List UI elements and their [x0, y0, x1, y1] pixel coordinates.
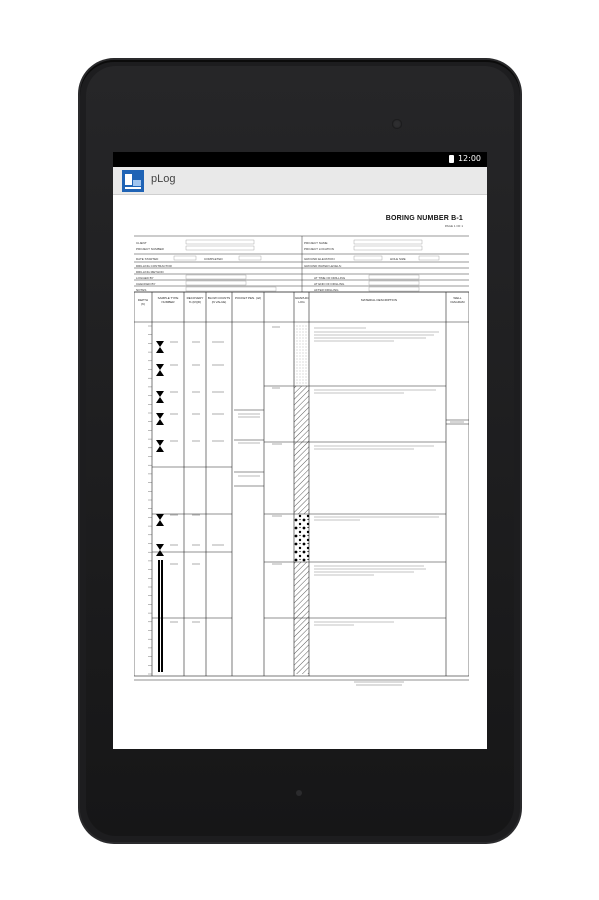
after-drilling-label: AFTER DRILLING — [314, 288, 339, 292]
project-name-label: PROJECT NAME — [304, 241, 328, 245]
graphic-log-column — [294, 324, 309, 674]
app-title: pLog — [151, 173, 176, 185]
col-well-diagram: WELL DIAGRAM — [450, 296, 465, 304]
logged-by-label: LOGGED BY — [136, 276, 154, 280]
description-text-lines — [314, 328, 439, 625]
status-bar — [113, 152, 487, 167]
layer-dividers — [152, 386, 469, 618]
notes-label: NOTES — [136, 288, 147, 292]
groundwater-levels-label: GROUND WATER LEVELS: — [304, 264, 342, 268]
col-depth: DEPTH (ft) — [137, 298, 149, 306]
sample-markers — [156, 341, 164, 672]
boring-log-document[interactable] — [134, 214, 469, 689]
at-time-of-drilling-label: AT TIME OF DRILLING — [314, 276, 346, 280]
boring-number-title: BORING NUMBER B-1 — [385, 215, 463, 222]
project-number-label: PROJECT NUMBER — [136, 247, 164, 251]
action-bar — [113, 167, 487, 195]
depth-ticks — [148, 326, 152, 674]
at-end-of-drilling-label: AT END OF DRILLING — [314, 282, 345, 286]
project-location-label: PROJECT LOCATION — [304, 247, 334, 251]
completed-label: COMPLETED — [204, 257, 223, 261]
col-blow-counts: BLOW COUNTS (N VALUE) — [207, 296, 231, 304]
drilling-method-label: DRILLING METHOD — [136, 270, 164, 274]
boring-log-drawing — [134, 214, 469, 689]
home-indicator-icon — [296, 790, 302, 796]
device-screen — [113, 152, 487, 749]
checked-by-label: CHECKED BY — [136, 282, 156, 286]
col-material-description: MATERIAL DESCRIPTION — [360, 298, 397, 302]
ground-elevation-label: GROUND ELEVATION — [304, 257, 335, 261]
drilling-contractor-label: DRILLING CONTRACTOR — [136, 264, 172, 268]
date-started-label: DATE STARTED — [136, 257, 159, 261]
page-indicator: PAGE 1 OF 1 — [444, 224, 463, 228]
battery-icon — [449, 155, 454, 163]
sample-values — [170, 327, 464, 685]
status-time: 12:00 — [457, 154, 481, 163]
col-sample-type: SAMPLE TYPE NUMBER — [157, 296, 179, 304]
col-graphic-log: GRAPHIC LOG — [295, 296, 309, 304]
front-camera-icon — [392, 119, 402, 129]
col-pocket-pen: POCKET PEN. (tsf) — [234, 296, 262, 300]
hole-size-label: HOLE SIZE — [390, 257, 406, 261]
col-recovery: RECOVERY % (RQD) — [186, 296, 204, 304]
header-grid — [134, 236, 469, 292]
plog-app-icon[interactable] — [122, 170, 144, 192]
client-label: CLIENT — [136, 241, 147, 245]
